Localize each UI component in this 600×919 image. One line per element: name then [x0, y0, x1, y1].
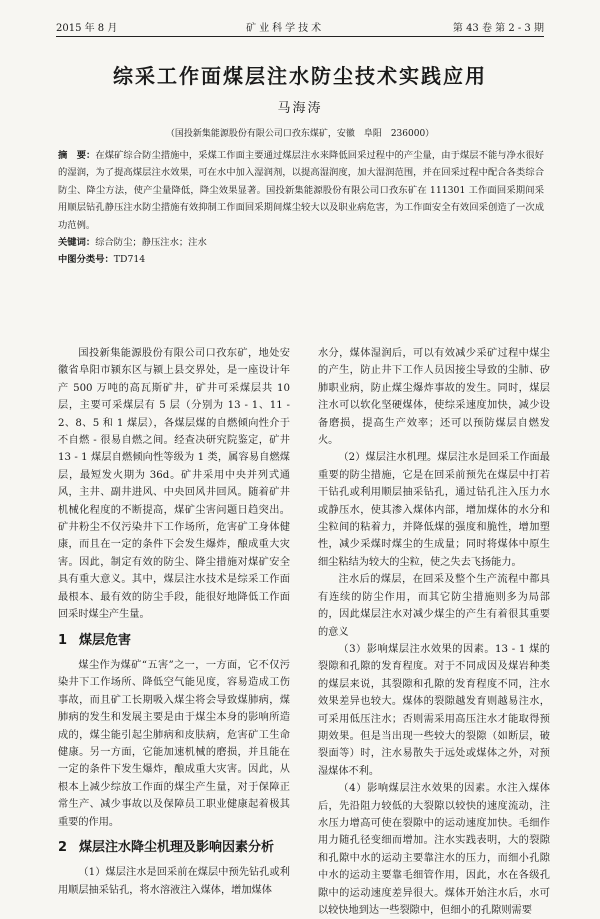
abstract-text: 在煤矿综合防尘措施中，采煤工作面主要通过煤层注水来降低回采过程中的产尘量，由于煤层不能与净水很好的湿润，为了提高煤层注水效果，可在水中加入湿润剂，以提高湿润度，加大湿润范围，并在回采过程中配合各类综合防尘、降尘方法，使产尘量降低，降尘效果显著。国投新集能源股份有限公司口孜东矿在 111301 工作面回采期间采用顺层钻孔静压注水防尘措施有效抑制工作面回采期间煤尘较大以及职业病危害，为工作面安全有效回采创造了一次成功范例。 — [58, 150, 544, 231]
clc-number — [58, 251, 544, 268]
abstract — [58, 147, 544, 234]
running-header — [56, 14, 544, 37]
section-1-heading — [58, 632, 290, 649]
section-1-paragraph: 煤尘作为煤矿“五害”之一，一方面，它不仅污染井下工作场所、降低空气能见度，容易造成工伤事故，而且矿工长期吸入煤尘将会导致煤肺病，煤肺病的发生和发展主要是由于煤尘本身的影响所造成的，煤尘能引起尘肺病和皮肤病，危害矿工生命健康。另一方面，它能加速机械的磨损，并且能在一定的条件下发生爆炸，酿成重大灾害。因此，从根本上减少综放工作面的煤尘产生量，对于保障正常生产、减少事故以及保障员工职业健康起着极其重要的作用。 — [58, 659, 290, 828]
intro-paragraph: 国投新集能源股份有限公司口孜东矿，地处安徽省阜阳市颍东区与颍上县交界处，是一座设计年产 500 万吨的高瓦斯矿井，矿井可采煤层共 10 层，主要可采煤层有 5 层（分别为 13 - 1、11 - 2、8、5 和 1 煤层），各煤层煤的自燃倾向性介于不自燃 - 很易自燃之间。经查决研究院鉴定，矿井 13 - 1 煤层自燃倾向性等级为 1 类，属容易自燃煤层，最短发火期为 36d。矿井采用中央并列式通风，主井、副井进风、中央回风井回风。随着矿井机械化程度的不断提高，煤矿尘害问题日趋突出。矿井粉尘不仅污染井下工作场所，危害矿工身体健康，而且在一定的条件下会发生爆炸，酿成重大灾害。因此，制定有效的防尘、降尘措施对煤矿安全具有重大意义。其中，煤层注水技术是综采工作面最根本、最有效的防尘手段，能很好地降低工作面回采时煤尘产生量。 — [58, 348, 290, 621]
keywords-text: 综合防尘；静压注水；注水 — [95, 237, 207, 249]
keywords-label: 关键词： — [58, 237, 96, 249]
continuous-effect-paragraph: 注水后的煤层，在回采及整个生产流程中都具有连续的防尘作用，而其它防尘措施则多为局部的，因此煤层注水对减少煤尘的产生有着很其重要的意义 — [318, 574, 550, 638]
author: 马海涛 — [277, 101, 323, 116]
left-column — [58, 345, 290, 899]
title-block — [56, 60, 544, 139]
section-2-number: 2 — [58, 839, 68, 855]
factors-paragraph-3: （3）影响煤层注水效果的因素。13 - 1 煤的裂隙和孔隙的发育程度。对于不同成因及煤岩种类的煤层来说，其裂隙和孔隙的发育程度不同，注水效果差异也较大。煤体的裂隙越发育则越易注水，可采用低压注水；否则需采用高压注水才能取得预期效果。但是当出现一些较大的裂隙（如断层，破裂面等）时，注水易散失于远处或煤体之外，对预湿煤体不利。 — [318, 643, 550, 777]
abstract-label: 摘 要： — [58, 150, 96, 161]
section-2-title: 煤层注水降尘机理及影响因素分析 — [79, 839, 275, 855]
keywords — [58, 234, 544, 251]
header-date: 2015 年 8 月 — [56, 23, 118, 34]
paper-title: 综采工作面煤层注水防尘技术实践应用 — [113, 64, 487, 88]
abstract-block — [58, 147, 544, 269]
section-1-title: 煤层危害 — [79, 632, 132, 648]
section-1-number: 1 — [58, 632, 68, 648]
clc-text: TD714 — [113, 254, 146, 266]
header-volume: 第 43 卷 第 2 - 3 期 — [452, 23, 544, 34]
mechanism-paragraph: （2）煤层注水机理。煤层注水是回采工作面最重要的防尘措施，它是在回采前预先在煤层中打若干钻孔或利用顺层抽采钻孔，通过钻孔注入压力水或静压水，使其渗入煤体内部，增加煤体的水分和尘粒间的粘着力，并降低煤的强度和脆性，增加塑性，减少采煤时煤尘的生成量；同时将煤体中原生细尘粘结为较大的尘粒，使之失去飞扬能力。 — [318, 452, 550, 568]
section-2-heading — [58, 839, 290, 856]
continued-paragraph: 水分，煤体湿润后，可以有效减少采矿过程中煤尘的产生，防止井下工作人员因接尘导致的尘肺、矽肺职业病，防止煤尘爆炸事故的发生。同时，煤层注水可以软化坚硬煤体，使综采速度加快，减少设备磨损，提高生产效率；还可以预防煤层自燃发火。 — [318, 348, 550, 447]
affiliation: （国投新集能源股份有限公司口孜东煤矿，安徽 阜阳 236000） — [165, 129, 435, 139]
section-2-paragraph: （1）煤层注水是回采前在煤层中预先钻孔或利用顺层抽采钻孔，将水溶液注入煤体，增加煤体 — [58, 867, 290, 896]
clc-label: 中图分类号： — [58, 254, 114, 266]
right-column — [318, 345, 550, 919]
header-journal: 矿业科学技术 — [246, 23, 325, 34]
factors-paragraph-4: （4）影响煤层注水效果的因素。水注入煤体后，先沿阻力较低的大裂隙以较快的速度流动，注水压力增高可使在裂隙中的运动速度加快。毛细作用力随孔径变细而增加。注水实践表明，大的裂隙和孔隙中水的运动主要靠注水的压力，而细小孔隙中水的运动主要靠毛细管作用，因此，水在各级孔隙中的运动速度差异很大。煤体开始注水后，水可以较快地到达一些裂隙中，但细小的孔隙则需要 — [318, 783, 550, 916]
